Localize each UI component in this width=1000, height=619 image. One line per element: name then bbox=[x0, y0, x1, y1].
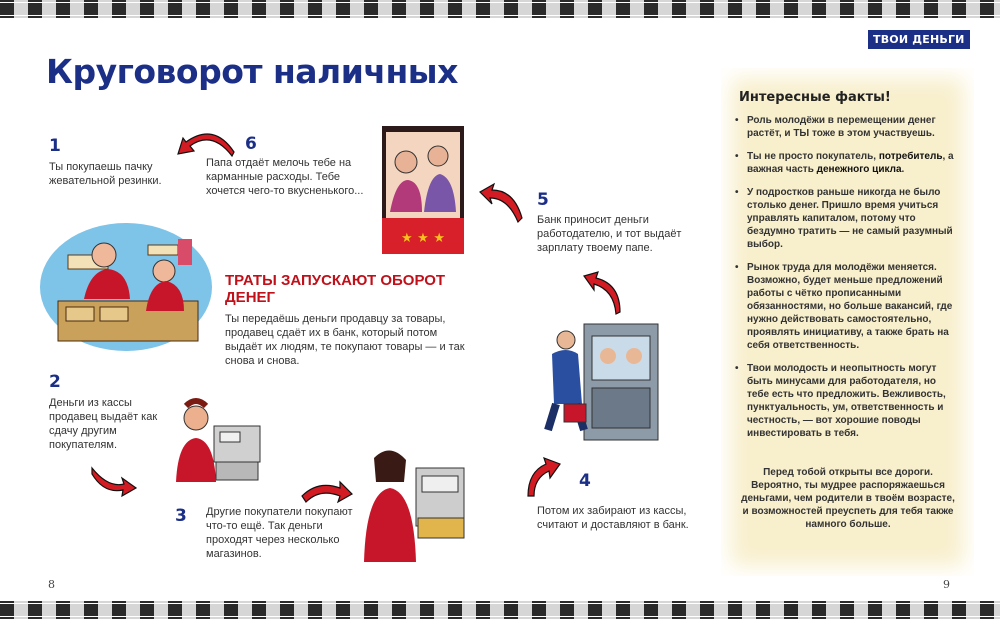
topic-badge: ТВОИ ДЕНЬГИ bbox=[868, 30, 970, 49]
step-1-text: Ты покупаешь пачку жевательной резинки. bbox=[49, 161, 162, 187]
step-1-number: 1 bbox=[49, 136, 61, 156]
fact-item: • Ты не просто покупатель, потребитель, а важная часть денежного цикла. bbox=[735, 150, 960, 176]
curved-arrow-icon bbox=[478, 182, 524, 226]
fact-item: • У подростков раньше никогда не было столько денег. Пришло время учиться управлять капиталом, потому что бездумно тратить — не самый разумный выбор. bbox=[735, 186, 960, 251]
fact-item: • Твои молодость и неопытность могут быть минусами для работодателя, но тебе есть что предложить. Вежливость, пунктуальность, ум, ответственность и честность, — вот хорошие поводы инвестировать в тебя. bbox=[735, 362, 960, 440]
step-2-number: 2 bbox=[49, 372, 61, 392]
bank-office-illustration bbox=[382, 126, 464, 254]
step-4-number: 4 bbox=[579, 471, 591, 491]
facts-list bbox=[735, 114, 960, 450]
fact-item: • Роль молодёжи в перемещении денег растёт, и ТЫ тоже в этом участвуешь. bbox=[735, 114, 960, 140]
curved-arrow-icon bbox=[582, 270, 622, 318]
step-2-text: Деньги из кассы продавец выдаёт как сдачу другим покупателям. bbox=[49, 397, 158, 451]
step-3-text: Другие покупатели покупают что-то ещё. Так деньги проходят через несколько магазинов. bbox=[206, 506, 353, 560]
curved-arrow-icon bbox=[90, 462, 138, 498]
step-4-text: Потом их забирают из кассы, считают и доставляют в банк. bbox=[537, 505, 689, 531]
right-page-number: 9 bbox=[943, 578, 950, 591]
shop-counter-illustration bbox=[38, 215, 213, 355]
facts-closing-text: Перед тобой открыты все дороги. Вероятно, ты мудрее распоряжаешься деньгами, чем родители в твоём возрасте, и возможностей преуспеть для тебя также намного больше. bbox=[741, 467, 955, 530]
bottom-checkered-border bbox=[0, 601, 1000, 619]
center-headline: ТРАТЫ ЗАПУСКАЮТ ОБОРОТ ДЕНЕГ bbox=[225, 272, 446, 306]
curved-arrow-icon bbox=[300, 478, 354, 510]
curved-arrow-icon bbox=[522, 452, 566, 498]
curved-arrow-icon bbox=[172, 132, 236, 166]
left-page-number: 8 bbox=[48, 578, 55, 591]
cashier-illustration bbox=[170, 392, 262, 490]
cash-delivery-illustration bbox=[542, 318, 662, 446]
step-3-number: 3 bbox=[175, 506, 187, 526]
top-checkered-border bbox=[0, 0, 1000, 18]
step-6-text: Папа отдаёт мелочь тебе на карманные расходы. Тебе хочется чего-то вкусненького... bbox=[206, 157, 364, 197]
svg-text:★ ★ ★: ★ ★ ★ bbox=[400, 231, 446, 246]
center-intro-text: Ты передаёшь деньги продавцу за товары, продавец сдаёт их в банк, который потом выдаёт их людям, те покупают товары — и так снова и снова. bbox=[225, 313, 465, 367]
fact-item: • Рынок труда для молодёжи меняется. Возможно, будет меньше предложений работы с чётко прописанными обязанностями, но больше вакансий, где нужно действовать самостоятельно, проявлять инициативу, а также брать на себя ответственность. bbox=[735, 261, 960, 352]
facts-sidebar bbox=[721, 68, 974, 576]
shop-assistant-illustration bbox=[356, 438, 468, 562]
step-6-number: 6 bbox=[245, 134, 257, 154]
step-5-number: 5 bbox=[537, 190, 549, 210]
facts-title: Интересные факты! bbox=[739, 90, 891, 105]
step-5-text: Банк приносит деньги работодателю, и тот выдаёт зарплату твоему папе. bbox=[537, 214, 682, 254]
page-title: Круговорот наличных bbox=[46, 52, 458, 91]
